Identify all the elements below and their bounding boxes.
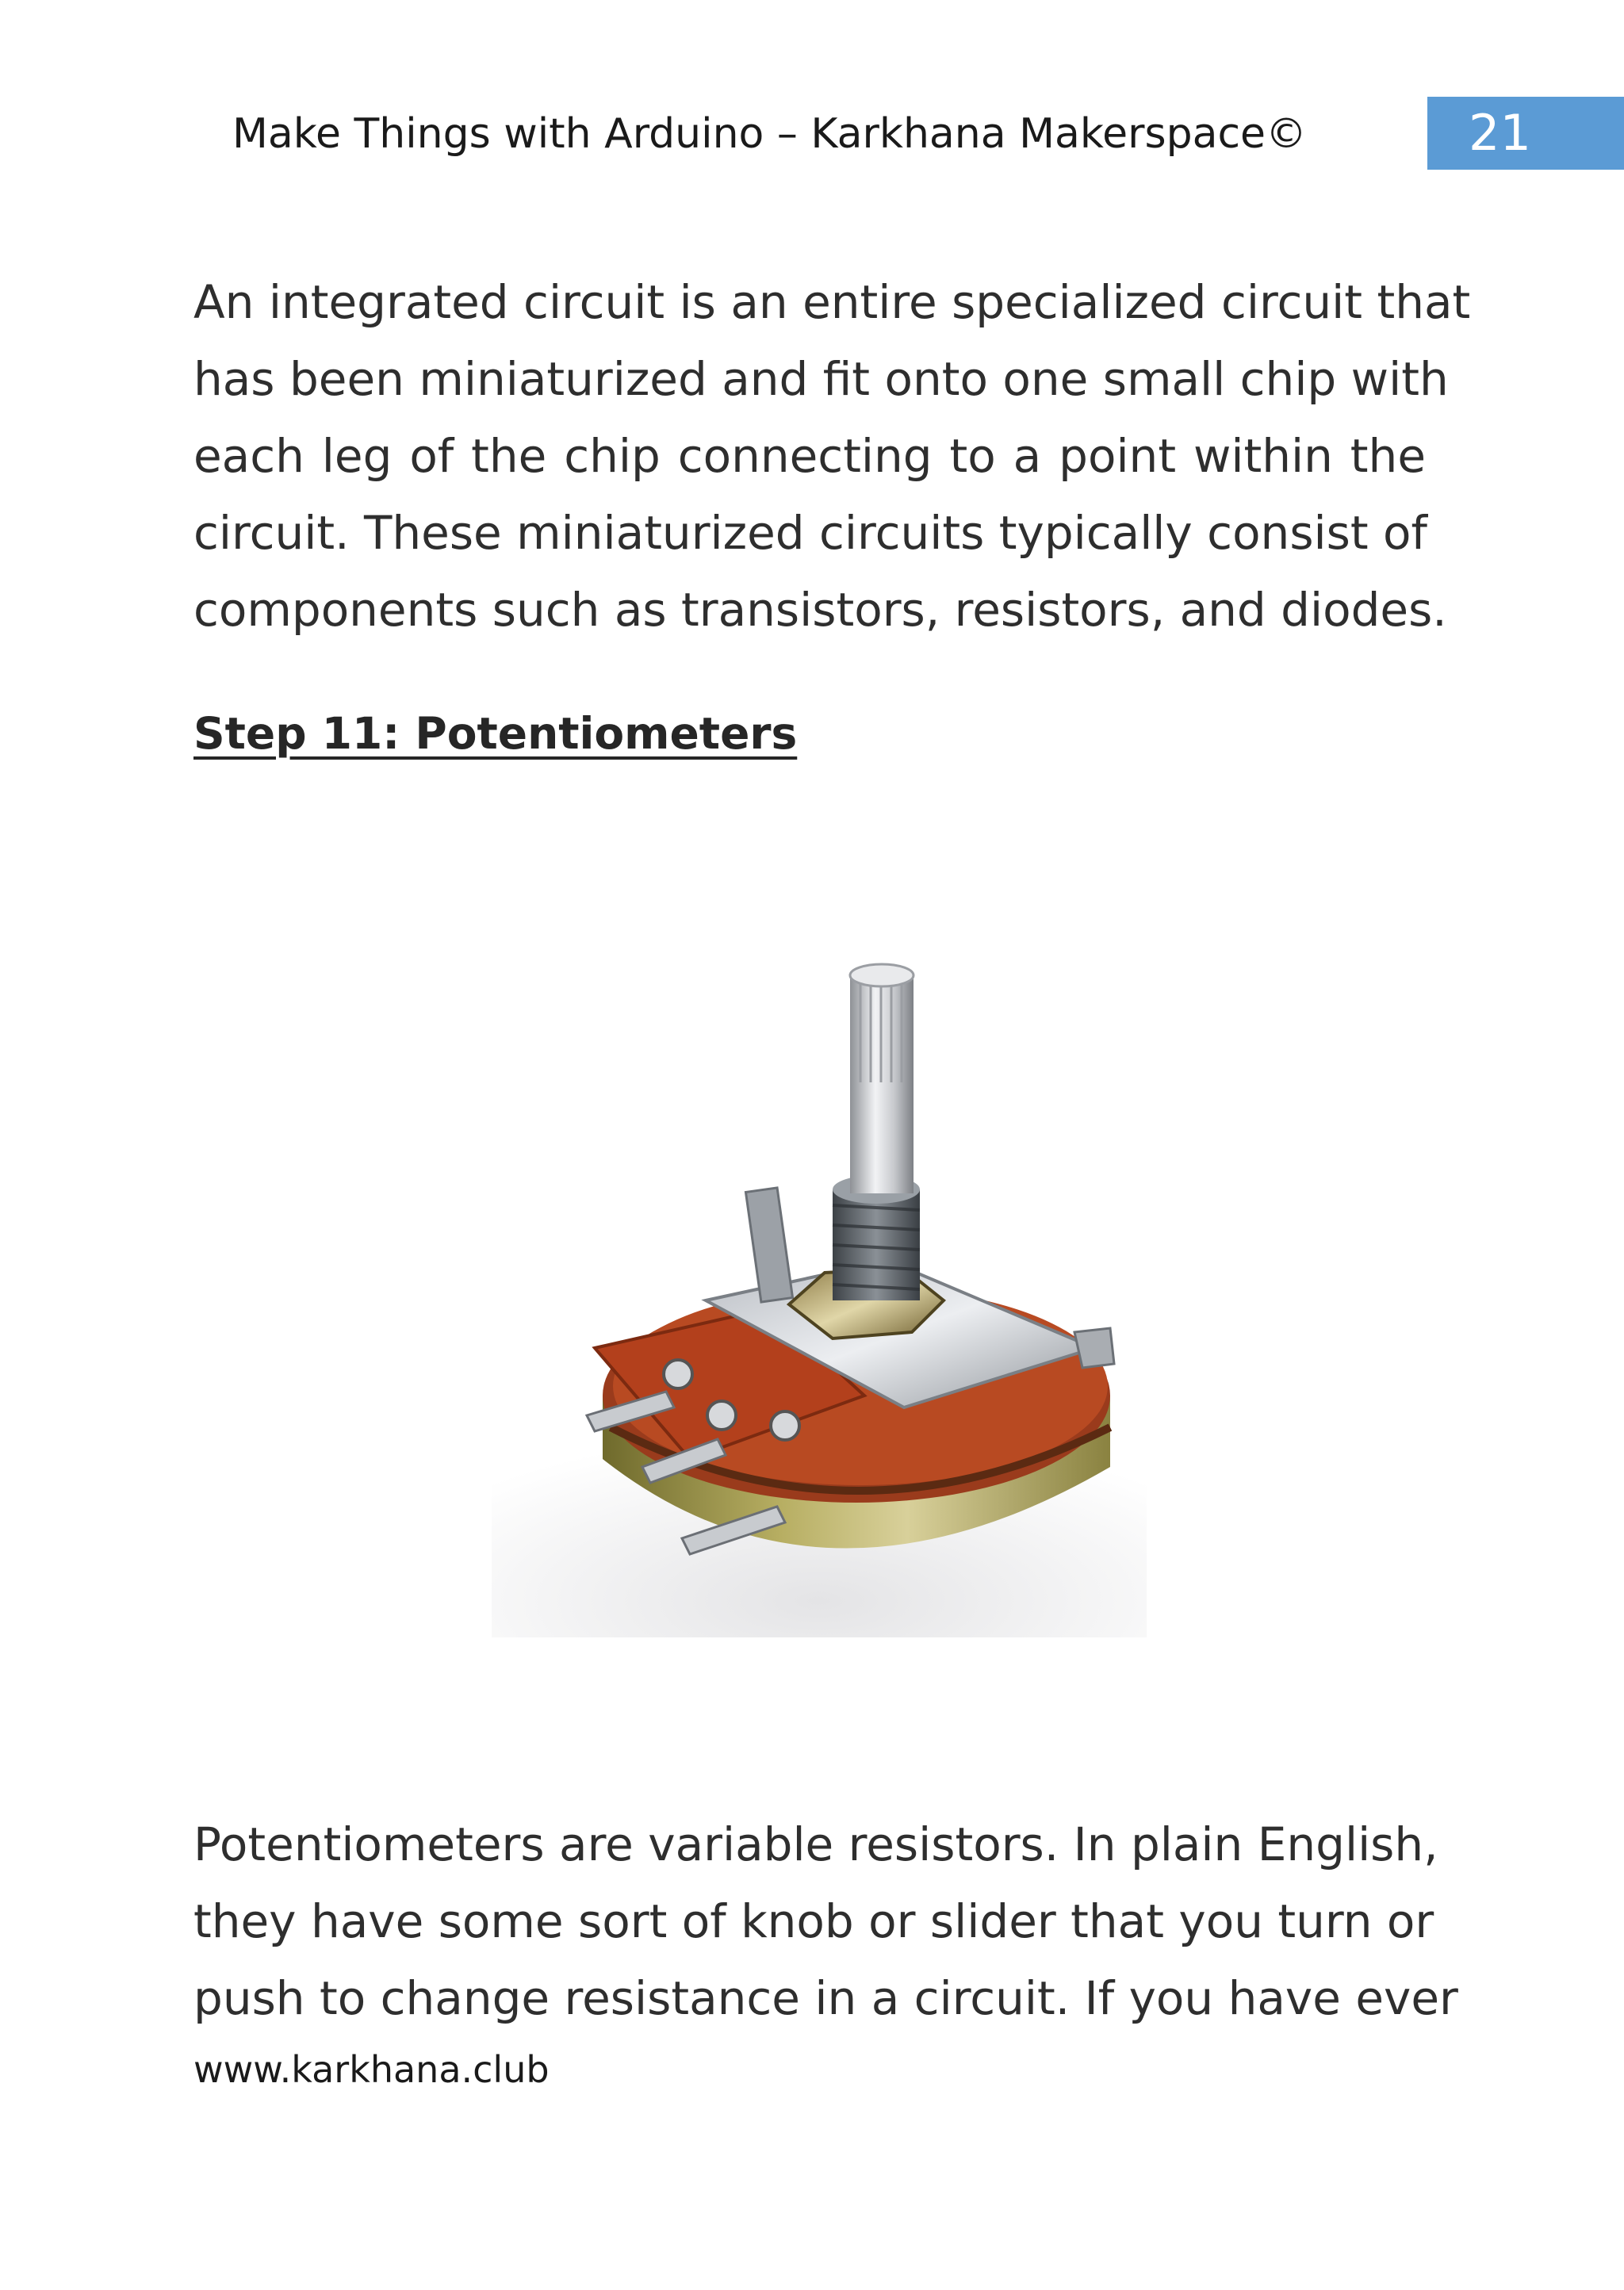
section-heading: Step 11: Potentiometers [193, 708, 798, 759]
paragraph-integrated-circuit [193, 264, 1471, 649]
page-number-badge [1427, 97, 1624, 170]
text-line: each leg of the chip connecting to a point within the [193, 429, 1426, 483]
text-line: An integrated circuit is an entire specialized circuit that [193, 275, 1471, 329]
running-header: Make Things with Arduino – Karkhana Makerspace© [232, 110, 1308, 158]
text-line: they have some sort of knob or slider that you turn or [193, 1894, 1434, 1948]
text-line: components such as transistors, resistors, and diodes. [193, 583, 1447, 637]
paragraph-potentiometers [193, 1806, 1458, 2037]
text-line: has been miniaturized and fit onto one small chip with [193, 352, 1449, 406]
text-line: push to change resistance in a circuit. If you have ever [193, 1971, 1458, 2025]
footer-url: www.karkhana.club [193, 2048, 550, 2091]
page-number: 21 [1469, 104, 1531, 162]
text-line: circuit. These miniaturized circuits typically consist of [193, 506, 1427, 560]
potentiometer-photo [492, 952, 1147, 1637]
text-line: Potentiometers are variable resistors. In plain English, [193, 1817, 1438, 1871]
